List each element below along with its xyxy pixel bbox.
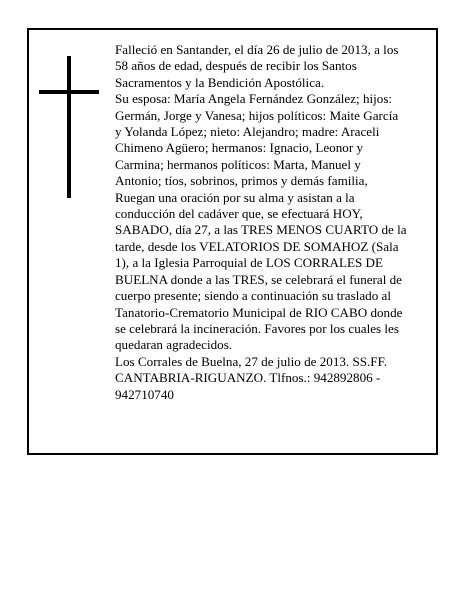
obituary-notice-frame [27, 28, 438, 455]
cross-vertical-bar [67, 56, 71, 198]
cross-horizontal-bar [39, 90, 99, 94]
death-announcement-paragraph: Falleció en Santander, el día 26 de julio de 2013, a los 58 años de edad, después de recibir los Santos Sacramentos y la Bendición Apostólica. [115, 42, 399, 90]
obituary-text [115, 42, 413, 403]
place-date-contact-paragraph: Los Corrales de Buelna, 27 de julio de 2013. SS.FF. CANTABRIA-RIGUANZO. Tlfnos.: 942892806 - 942710740 [115, 353, 388, 402]
family-members-paragraph: Su esposa: María Angela Fernández González; hijos: Germán, Jorge y Vanesa; hijos políticos: Maite García y Yolanda López; nieto: Alejandro; madre: Araceli Chimeno Agüero; hermanos: Ignacio, Leonor y Carmina; hermanos políticos: Marta, Manuel y Antonio; tíos, sobrinos, primos y demás familia, [115, 91, 399, 189]
latin-cross-icon [39, 56, 99, 198]
funeral-details-paragraph: Ruegan una oración por su alma y asistan a la conducción del cadáver que, se efectuará HOY, SABADO, día 27, a las TRES MENOS CUARTO de la tarde, desde los VELATORIOS DE SOMAHOZ (Sala 1), a la Iglesia Parroquial de LOS CORRALES DE BUELNA donde a las TRES, se celebrará el funeral de cuerpo presente; siendo a continuación su traslado al Tanatorio-Crematorio Municipal de RIO CABO donde se celebrará la incineración. Favores por los cuales les quedaran agradecidos. [115, 189, 407, 353]
